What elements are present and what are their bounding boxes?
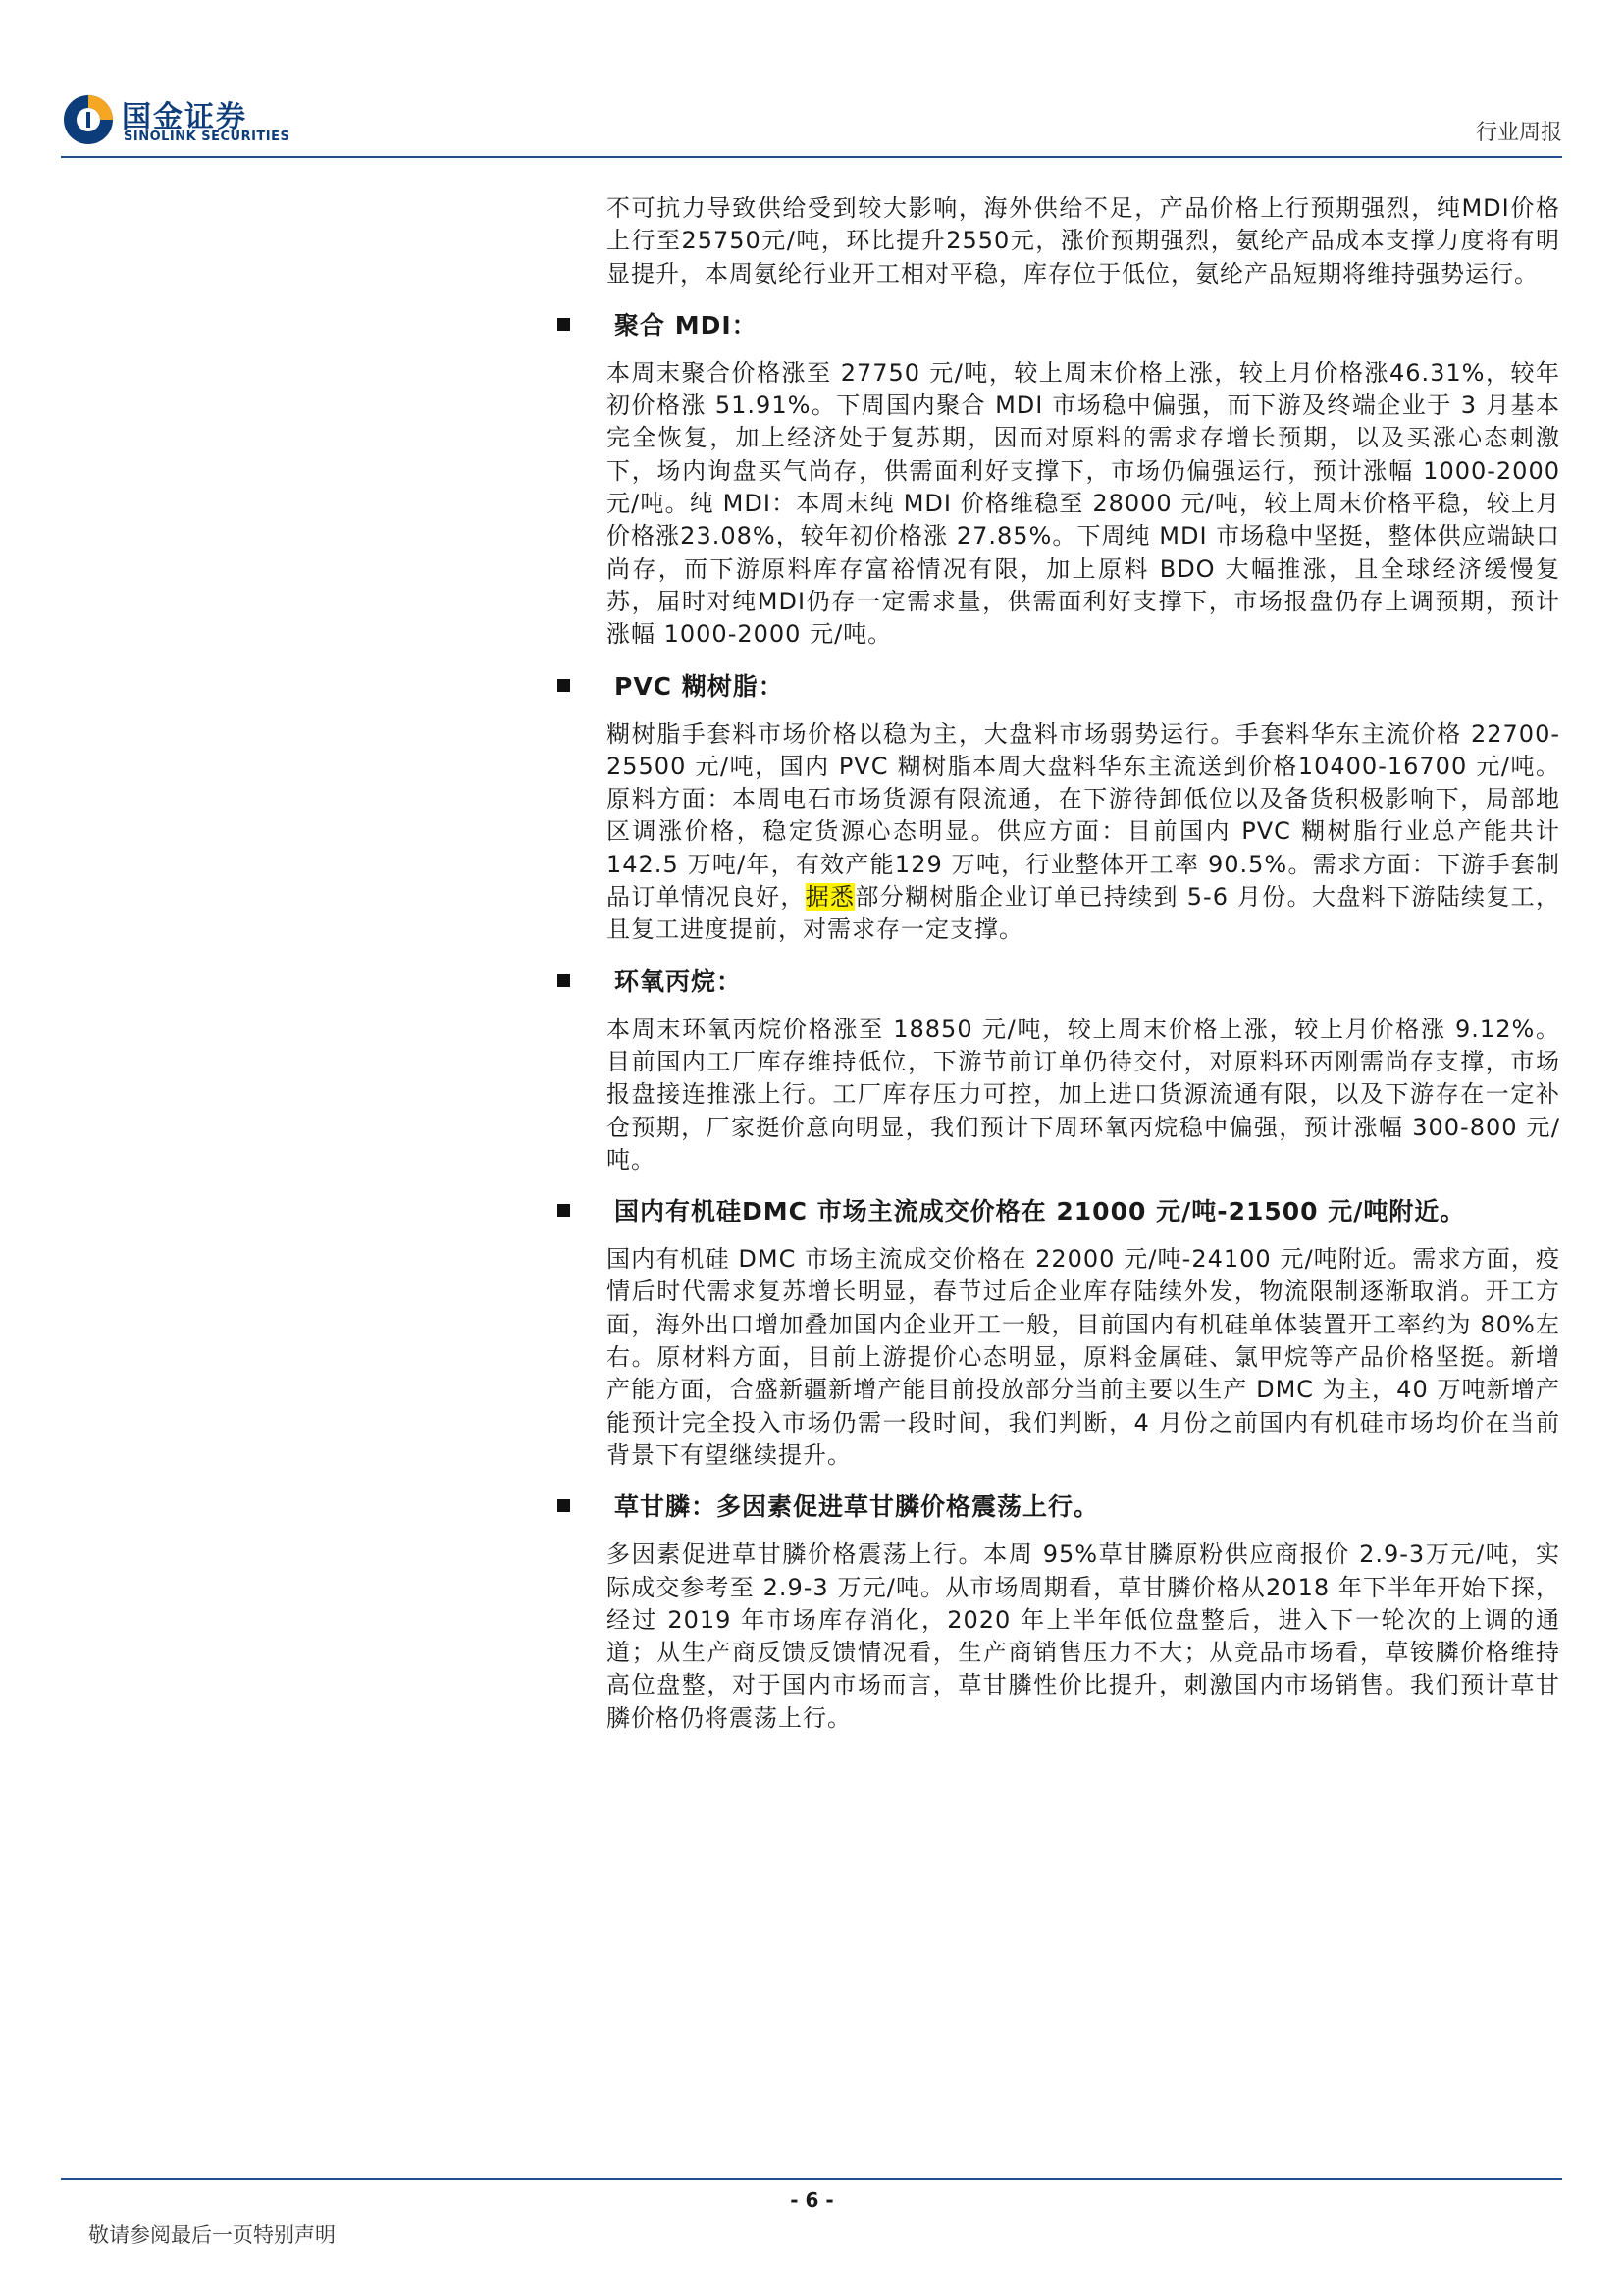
section-title: PVC 糊树脂： xyxy=(614,671,784,701)
square-bullet-icon xyxy=(557,318,570,331)
section-body-propylene-oxide: 本周末环氧丙烷价格涨至 18850 元/吨，较上周末价格上涨，较上月价格涨 9.12%。目前国内工厂库存维持低位，下游节前订单仍待交付，对原料环丙刚需尚存支撑，市场报盘接连推涨上行。工厂库存压力可控，加上进口货源流通有限，以及下游存在一定补仓预期，厂家挺价意向明显，我们预计下周环氧丙烷稳中偏强，预计涨幅 300-800 元/吨。 xyxy=(606,1015,1560,1174)
section-heading-mdi xyxy=(550,304,1560,355)
section-title: 环氧丙烷： xyxy=(614,966,743,996)
pvc-body-part-1: 糊树脂手套料市场价格以稳为主，大盘料市场弱势运行。手套料华东主流价格 22700-25500 元/吨，国内 PVC 糊树脂本周大盘料华东主流送到价格10400-16700 元/吨。原料方面：本周电石市场货源有限流通，在下游待卸低位以及备货积极影响下，局部地区调涨价格，稳定货源心态明显。供应方面：目前国内 PVC 糊树脂行业总产能共计 142.5 万吨/年，有效产能129 万吨，行业整体开工率 90.5%。需求方面：下游手套制品订单情况良好， xyxy=(606,719,1560,912)
section-heading-glyphosate xyxy=(550,1486,1560,1537)
square-bullet-icon xyxy=(557,679,570,692)
section-title: 聚合 MDI： xyxy=(614,310,758,339)
square-bullet-icon xyxy=(557,974,570,987)
logo-english-name: SINOLINK SECURITIES xyxy=(124,130,290,144)
intro-paragraph: 不可抗力导致供给受到较大影响，海外供给不足，产品价格上行预期强烈，纯MDI价格上行至25750元/吨，环比提升2550元，涨价预期强烈，氨纶产品成本支撑力度将有明显提升，本周氨纶行业开工相对平稳，库存位于低位，氨纶产品短期将维持强势运行。 xyxy=(606,194,1560,287)
section-body-dmc: 国内有机硅 DMC 市场主流成交价格在 22000 元/吨-24100 元/吨附近。需求方面，疫情后时代需求复苏增长明显，春节过后企业库存陆续外发，物流限制逐渐取消。开工方面，海外出口增加叠加国内企业开工一般，目前国内有机硅单体装置开工率约为 80%左右。原材料方面，目前上游提价心态明显，原料金属硅、氯甲烷等产品价格坚挺。新增产能方面，合盛新疆新增产能目前投放部分当前主要以生产 DMC 为主，40 万吨新增产能预计完全投入市场仍需一段时间，我们判断，4 月份之前国内有机硅市场均价在当前背景下有望继续提升。 xyxy=(606,1245,1560,1469)
pvc-body-part-2: 部分糊树脂企业订单已持续到 5-6 月份。大盘料下游陆续复工，且复工进度提前，对需求存一定支撑。 xyxy=(606,883,1561,944)
main-content xyxy=(550,192,1560,1735)
section-title: 草甘膦：多因素促进草甘膦价格震荡上行。 xyxy=(614,1492,1100,1522)
page-number: - 6 - xyxy=(790,2188,834,2212)
square-bullet-icon xyxy=(557,1204,570,1217)
square-bullet-icon xyxy=(557,1499,570,1512)
section-heading-dmc xyxy=(550,1190,1560,1241)
sinolink-logo-icon xyxy=(61,92,116,147)
header-divider xyxy=(61,156,1562,158)
footer-divider xyxy=(61,2178,1562,2180)
sinolink-logo xyxy=(61,92,306,151)
highlighted-text: 据悉 xyxy=(805,883,856,912)
report-type-label: 行业周报 xyxy=(1475,121,1562,145)
section-body-mdi: 本周末聚合价格涨至 27750 元/吨，较上周末价格上涨，较上月价格涨46.31%，较年初价格涨 51.91%。下周国内聚合 MDI 市场稳中偏强，而下游及终端企业于 3 月基本完全恢复，加上经济处于复苏期，因而对原料的需求存增长预期，以及买涨心态刺激下，场内询盘买气尚存，供需面利好支撑下，市场仍偏强运行，预计涨幅 1000-2000 元/吨。纯 MDI：本周末纯 MDI 价格维稳至 28000 元/吨，较上周末价格平稳，较上月价格涨23.08%，较年初价格涨 27.85%。下周纯 MDI 市场稳中坚挺，整体供应端缺口尚存，而下游原料库存富裕情况有限，加上原料 BDO 大幅推涨，且全球经济缓慢复苏，届时对纯MDI仍存一定需求量，供需面利好支撑下，市场报盘仍存上调预期，预计涨幅 1000-2000 元/吨。 xyxy=(606,358,1560,649)
section-title: 国内有机硅DMC 市场主流成交价格在 21000 元/吨-21500 元/吨附近。 xyxy=(614,1197,1466,1226)
section-body-glyphosate: 多因素促进草甘膦价格震荡上行。本周 95%草甘膦原粉供应商报价 2.9-3万元/吨，实际成交参考至 2.9-3 万元/吨。从市场周期看，草甘膦价格从2018 年下半年开始下探，经过 2019 年市场库存消化，2020 年上半年低位盘整后，进入下一轮次的上调的通道；从生产商反馈反馈情况看，生产商销售压力不大；从竞品市场看，草铵膦价格维持高位盘整，对于国内市场而言，草甘膦性价比提升，刺激国内市场销售。我们预计草甘膦价格仍将震荡上行。 xyxy=(606,1540,1560,1732)
section-heading-propylene-oxide xyxy=(550,961,1560,1012)
section-body-pvc xyxy=(606,718,1560,947)
section-heading-pvc xyxy=(550,665,1560,716)
disclaimer-note: 敬请参阅最后一页特别声明 xyxy=(88,2223,336,2247)
logo-chinese-name: 国金证券 xyxy=(122,100,247,134)
page-header xyxy=(61,86,1562,157)
